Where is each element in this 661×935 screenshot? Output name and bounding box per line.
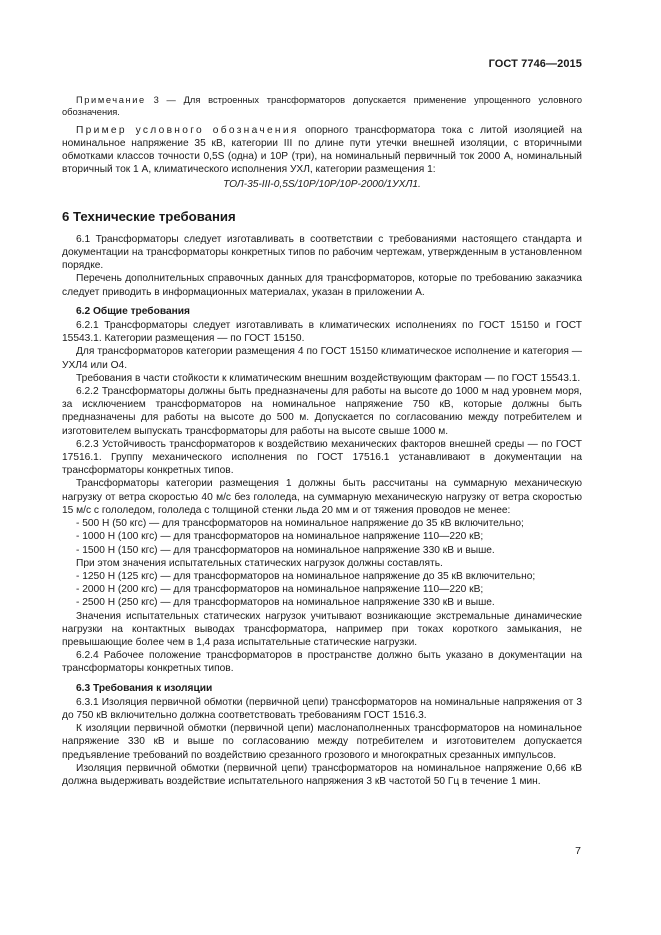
section-6-3-title: 6.3 Требования к изоляции (76, 682, 213, 694)
load-list-item: - 1500 Н (150 кгс) — для трансформаторов на номинальное напряжение 330 кВ и выше. (76, 544, 495, 556)
section-6-2-1-paragraph: 6.2.1 Трансформаторы следует изготавливать в климатических исполнениях по ГОСТ 15150 и ГОСТ 15543.1. Категории размещения — по ГОСТ 15150. (62, 320, 582, 345)
section-6-2-1-climate-paragraph: Требования в части стойкости к климатическим внешним воздействующим факторам — по ГОСТ 15543.1. (76, 372, 581, 384)
section-6-2-4-paragraph: 6.2.4 Рабочее положение трансформаторов в пространстве должно быть указано в документации на трансформаторы конкретных типов. (62, 650, 582, 675)
test-load-list-item: - 2000 Н (200 кгс) — для трансформаторов на номинальное напряжение 110—220 кВ; (76, 584, 484, 596)
load-list-item: - 1000 Н (100 кгс) — для трансформаторов на номинальное напряжение 110—220 кВ; (76, 531, 484, 543)
load-list-item: - 500 Н (50 кгс) — для трансформаторов на номинальное напряжение до 35 кВ включительно; (76, 518, 524, 530)
test-load-list-item: - 2500 Н (250 кгс) — для трансформаторов на номинальное напряжение 330 кВ и выше. (76, 597, 495, 609)
section-6-2-1-placement-paragraph: Для трансформаторов категории размещения 4 по ГОСТ 15150 климатическое исполнение и категория — УХЛ4 или О4. (62, 346, 582, 371)
low-voltage-insulation-paragraph: Изоляция первичной обмотки (первичной цепи) трансформаторов на номинальное напряжение 0,66 кВ должна выдерживать воздействие испытательного напряжения 3 кВ частотой 50 Гц в течение 1 мин. (62, 762, 582, 787)
example-label: Пример условного обозначения (76, 124, 299, 136)
section-6-title: 6 Технические требования (62, 208, 236, 224)
section-6-2-2-paragraph: 6.2.2 Трансформаторы должны быть предназначены для работы на высоте до 1000 м над уровнем моря, за исключением трансформаторов на номинальное напряжение 750 кВ, которые должны быть предназначены для работы на высоте до 500 м. Допускается по согласованию между потребителем и изготовителем выпускать трансформаторы для работы на высоте свыше 1000 м. (62, 386, 582, 437)
test-load-list-item: - 1250 Н (125 кгс) — для трансформаторов на номинальное напряжение до 35 кВ включительно; (76, 570, 536, 582)
note-paragraph (62, 94, 582, 119)
page-number: 7 (575, 845, 581, 857)
oil-filled-insulation-paragraph: К изоляции первичной обмотки (первичной цепи) маслонаполненных трансформаторов на номинальное напряжение 330 кВ и выше по согласованию между потребителем и изготовителем допускается предъявление требований по воздействию срезанного грозового и многократных срезанных импульсов. (62, 723, 582, 761)
section-6-3-1-paragraph: 6.3.1 Изоляция первичной обмотки (первичной цепи) трансформаторов на номинальные напряжения от 3 до 750 кВ включительно должна соответствовать требованиям ГОСТ 1516.3. (62, 696, 582, 721)
note-text: 3 — Для встроенных трансформаторов допускается применение упрощенного условного обозначения. (62, 95, 582, 118)
dynamic-load-paragraph: Значения испытательных статических нагрузок учитывают возникающие экстремальные динамические нагрузки на контактных выводах трансформатора, например при токах короткого замыкания, не превышающие более чем в 1,4 раза испытательные статические нагрузки. (62, 610, 582, 648)
mechanical-load-paragraph: Трансформаторы категории размещения 1 должны быть рассчитаны на суммарную механическую нагрузку от ветра скоростью 40 м/с без гололеда, на суммарную механическую нагрузку от ветра скоростью 15 м/с с гололедом, гололеда с толщиной стенки льда 20 мм и от тяжения проводов не менее: (62, 478, 582, 516)
example-designation: ТОЛ-35-III-0,5S/10P/10P/10P-2000/1УХЛ1. (223, 178, 421, 190)
standard-number-header: ГОСТ 7746—2015 (488, 58, 582, 70)
section-6-2-title: 6.2 Общие требования (76, 305, 190, 317)
section-6-2-3-paragraph: 6.2.3 Устойчивость трансформаторов к воздействию механических факторов внешней среды — по ГОСТ 17516.1. Группу механического исполнения по ГОСТ 17516.1 устанавливают в документации на трансформаторы конкретных типов. (62, 438, 582, 477)
example-paragraph (62, 124, 582, 177)
test-load-paragraph: При этом значения испытательных статических нагрузок должны составлять. (76, 557, 443, 569)
example-text: опорного трансформатора тока с литой изоляцией на номинальное напряжение 35 кВ, категории III по длине пути утечки внешней изоляции, с вторичными обмотками классов точности 0,5S (одна) и 10Р (три), на номинальный первичный ток 2000 А, номинальный вторичный ток 1 А, климатического исполнения УХЛ, категории размещения 1: (62, 124, 582, 176)
section-6-1-paragraph: 6.1 Трансформаторы следует изготавливать в соответствии с требованиями настоящего стандарта и документации на трансформаторы конкретных типов по рабочим чертежам, утвержденным в установленном порядке. (62, 233, 582, 272)
note-label: Примечание (76, 95, 146, 105)
section-6-1-additional-paragraph: Перечень дополнительных справочных данных для трансформаторов, которые по требованию заказчика следует приводить в информационных материалах, указан в приложении А. (62, 273, 582, 298)
page-content (62, 92, 582, 788)
